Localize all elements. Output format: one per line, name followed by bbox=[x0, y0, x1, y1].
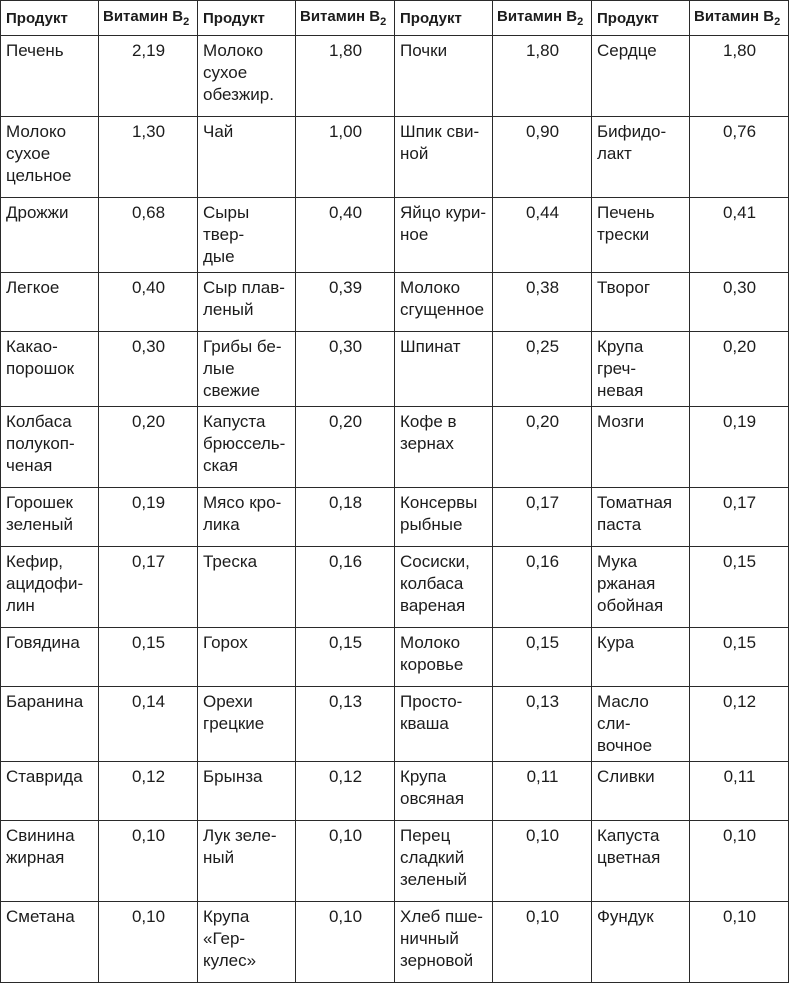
product-column-header: Продукт bbox=[592, 1, 690, 36]
product-name-cell: Чай bbox=[198, 117, 296, 198]
product-name-cell: Сметана bbox=[1, 902, 99, 983]
product-name-cell: Треска bbox=[198, 547, 296, 628]
product-name-cell: Яйцо кури- ное bbox=[395, 198, 493, 273]
product-name-cell: Крупа греч- невая bbox=[592, 332, 690, 407]
vitamin-value-cell: 0,16 bbox=[296, 547, 395, 628]
product-name-cell: Горох bbox=[198, 628, 296, 687]
product-name-cell: Грибы бе- лые свежие bbox=[198, 332, 296, 407]
vitamin-value-cell: 0,10 bbox=[296, 821, 395, 902]
product-name-cell: Сыр плав- леный bbox=[198, 273, 296, 332]
product-name-cell: Сыры твер- дые bbox=[198, 198, 296, 273]
vitamin-value-cell: 0,16 bbox=[493, 547, 592, 628]
product-name-cell: Просто- кваша bbox=[395, 687, 493, 762]
vitamin-value-cell: 0,12 bbox=[296, 762, 395, 821]
product-name-cell: Мозги bbox=[592, 407, 690, 488]
vitamin-value-cell: 0,10 bbox=[99, 821, 198, 902]
table-row bbox=[1, 488, 789, 547]
vitamin-value-cell: 0,30 bbox=[99, 332, 198, 407]
vitamin-value-cell: 0,11 bbox=[690, 762, 789, 821]
product-name-cell: Хлеб пше- ничный зерновой bbox=[395, 902, 493, 983]
vitamin-value-cell: 0,10 bbox=[493, 902, 592, 983]
table-row bbox=[1, 762, 789, 821]
product-name-cell: Какао- порошок bbox=[1, 332, 99, 407]
vitamin-value-cell: 0,15 bbox=[493, 628, 592, 687]
vitamin-value-cell: 0,13 bbox=[493, 687, 592, 762]
product-name-cell: Брынза bbox=[198, 762, 296, 821]
table-header-row bbox=[1, 1, 789, 36]
product-name-cell: Печень bbox=[1, 36, 99, 117]
vitamin-value-cell: 0,11 bbox=[493, 762, 592, 821]
product-name-cell: Шпинат bbox=[395, 332, 493, 407]
product-name-cell: Масло сли- вочное bbox=[592, 687, 690, 762]
vitamin-value-cell: 0,38 bbox=[493, 273, 592, 332]
vitamin-value-cell: 0,20 bbox=[493, 407, 592, 488]
table-body bbox=[1, 36, 789, 983]
product-name-cell: Сосиски, колбаса вареная bbox=[395, 547, 493, 628]
product-name-cell: Мясо кро- лика bbox=[198, 488, 296, 547]
vitamin-value-cell: 1,80 bbox=[296, 36, 395, 117]
vitamin-column-header: Витамин $В_2$ bbox=[296, 1, 395, 36]
vitamin-value-cell: 0,14 bbox=[99, 687, 198, 762]
vitamin-value-cell: 2,19 bbox=[99, 36, 198, 117]
product-name-cell: Фундук bbox=[592, 902, 690, 983]
product-name-cell: Кура bbox=[592, 628, 690, 687]
vitamin-value-cell: 0,10 bbox=[99, 902, 198, 983]
product-name-cell: Лук зеле- ный bbox=[198, 821, 296, 902]
vitamin-value-cell: 1,00 bbox=[296, 117, 395, 198]
vitamin-value-cell: 0,39 bbox=[296, 273, 395, 332]
vitamin-column-header: Витамин $В_2$ bbox=[690, 1, 789, 36]
table-row bbox=[1, 332, 789, 407]
table-row bbox=[1, 687, 789, 762]
vitamin-value-cell: 0,20 bbox=[99, 407, 198, 488]
product-name-cell: Консервы рыбные bbox=[395, 488, 493, 547]
product-name-cell: Горошек зеленый bbox=[1, 488, 99, 547]
product-column-header: Продукт bbox=[198, 1, 296, 36]
product-name-cell: Мука ржаная обойная bbox=[592, 547, 690, 628]
table-row bbox=[1, 407, 789, 488]
product-name-cell: Молоко коровье bbox=[395, 628, 493, 687]
vitamin-value-cell: 0,68 bbox=[99, 198, 198, 273]
vitamin-value-cell: 0,90 bbox=[493, 117, 592, 198]
product-name-cell: Перец сладкий зеленый bbox=[395, 821, 493, 902]
vitamin-value-cell: 0,15 bbox=[296, 628, 395, 687]
vitamin-value-cell: 0,19 bbox=[99, 488, 198, 547]
vitamin-value-cell: 0,15 bbox=[690, 628, 789, 687]
vitamin-value-cell: 0,10 bbox=[493, 821, 592, 902]
vitamin-value-cell: 0,18 bbox=[296, 488, 395, 547]
product-name-cell: Говядина bbox=[1, 628, 99, 687]
vitamin-value-cell: 1,80 bbox=[690, 36, 789, 117]
product-name-cell: Баранина bbox=[1, 687, 99, 762]
product-name-cell: Сердце bbox=[592, 36, 690, 117]
vitamin-value-cell: 0,17 bbox=[99, 547, 198, 628]
product-name-cell: Творог bbox=[592, 273, 690, 332]
vitamin-column-header: Витамин $В_2$ bbox=[99, 1, 198, 36]
vitamin-value-cell: 1,80 bbox=[493, 36, 592, 117]
vitamin-value-cell: 0,12 bbox=[99, 762, 198, 821]
product-name-cell: Крупа «Гер- кулес» bbox=[198, 902, 296, 983]
vitamin-value-cell: 0,13 bbox=[296, 687, 395, 762]
product-column-header: Продукт bbox=[1, 1, 99, 36]
product-name-cell: Молоко сухое обезжир. bbox=[198, 36, 296, 117]
product-name-cell: Легкое bbox=[1, 273, 99, 332]
vitamin-value-cell: 0,40 bbox=[99, 273, 198, 332]
product-name-cell: Сливки bbox=[592, 762, 690, 821]
vitamin-value-cell: 0,40 bbox=[296, 198, 395, 273]
vitamin-value-cell: 1,30 bbox=[99, 117, 198, 198]
product-name-cell: Дрожжи bbox=[1, 198, 99, 273]
product-name-cell: Шпик сви- ной bbox=[395, 117, 493, 198]
product-name-cell: Капуста брюссель- ская bbox=[198, 407, 296, 488]
vitamin-value-cell: 0,17 bbox=[690, 488, 789, 547]
table-row bbox=[1, 198, 789, 273]
vitamin-value-cell: 0,10 bbox=[690, 821, 789, 902]
table-row bbox=[1, 36, 789, 117]
product-name-cell: Кефир, ацидофи- лин bbox=[1, 547, 99, 628]
vitamin-value-cell: 0,30 bbox=[296, 332, 395, 407]
table-row bbox=[1, 628, 789, 687]
vitamin-column-header: Витамин $В_2$ bbox=[493, 1, 592, 36]
vitamin-value-cell: 0,30 bbox=[690, 273, 789, 332]
product-name-cell: Бифидо- лакт bbox=[592, 117, 690, 198]
vitamin-value-cell: 0,25 bbox=[493, 332, 592, 407]
vitamin-value-cell: 0,10 bbox=[690, 902, 789, 983]
product-column-header: Продукт bbox=[395, 1, 493, 36]
vitamin-value-cell: 0,20 bbox=[296, 407, 395, 488]
product-name-cell: Печень трески bbox=[592, 198, 690, 273]
vitamin-value-cell: 0,15 bbox=[690, 547, 789, 628]
product-name-cell: Молоко сгущенное bbox=[395, 273, 493, 332]
vitamin-value-cell: 0,10 bbox=[296, 902, 395, 983]
vitamin-value-cell: 0,15 bbox=[99, 628, 198, 687]
product-name-cell: Колбаса полукоп- ченая bbox=[1, 407, 99, 488]
product-name-cell: Кофе в зернах bbox=[395, 407, 493, 488]
table-row bbox=[1, 547, 789, 628]
vitamin-value-cell: 0,41 bbox=[690, 198, 789, 273]
product-name-cell: Крупа овсяная bbox=[395, 762, 493, 821]
product-name-cell: Томатная паста bbox=[592, 488, 690, 547]
vitamin-value-cell: 0,44 bbox=[493, 198, 592, 273]
product-name-cell: Почки bbox=[395, 36, 493, 117]
vitamin-value-cell: 0,12 bbox=[690, 687, 789, 762]
product-name-cell: Орехи грецкие bbox=[198, 687, 296, 762]
vitamin-value-cell: 0,76 bbox=[690, 117, 789, 198]
table-row bbox=[1, 117, 789, 198]
table-row bbox=[1, 902, 789, 983]
product-name-cell: Капуста цветная bbox=[592, 821, 690, 902]
product-name-cell: Ставрида bbox=[1, 762, 99, 821]
product-name-cell: Свинина жирная bbox=[1, 821, 99, 902]
vitamin-value-cell: 0,17 bbox=[493, 488, 592, 547]
table-row bbox=[1, 821, 789, 902]
vitamin-value-cell: 0,20 bbox=[690, 332, 789, 407]
table-row bbox=[1, 273, 789, 332]
product-name-cell: Молоко сухое цельное bbox=[1, 117, 99, 198]
vitamin-value-cell: 0,19 bbox=[690, 407, 789, 488]
